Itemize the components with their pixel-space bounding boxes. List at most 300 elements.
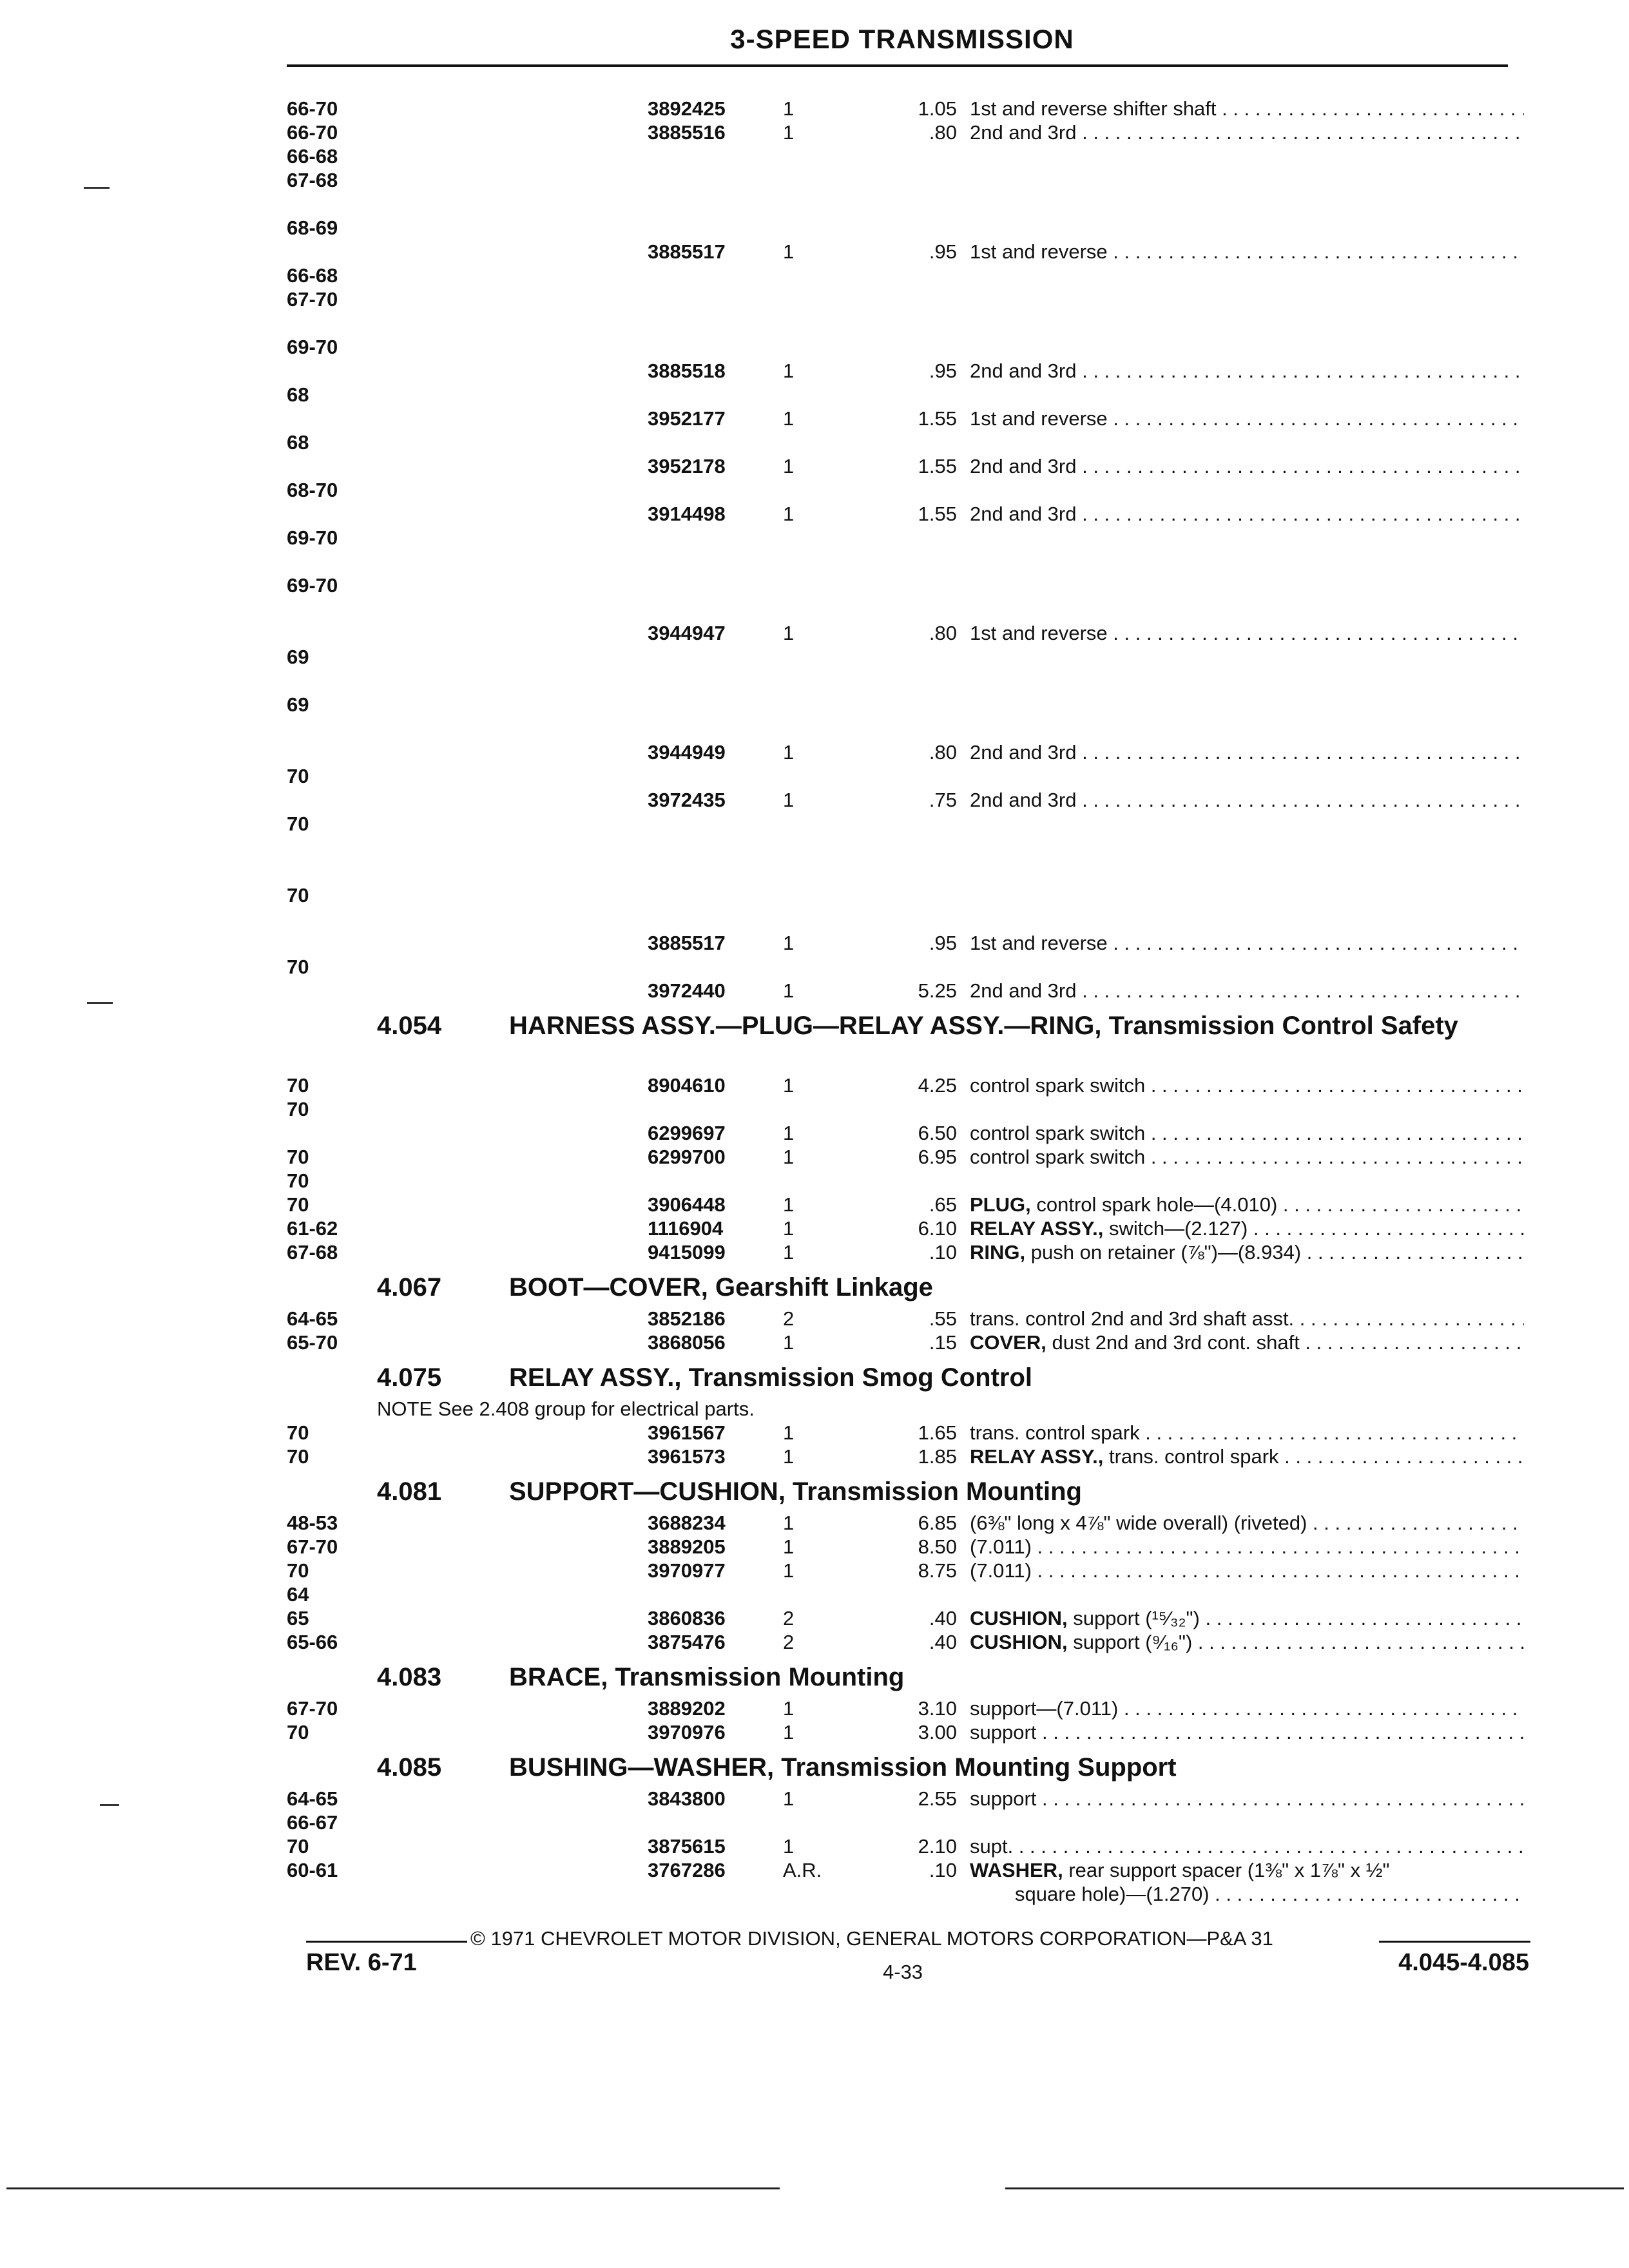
table-row [287,168,1511,192]
description [970,1121,1524,1145]
model-year: 66-70 [287,97,338,120]
quantity: 1 [783,741,795,764]
price: 2.55 [918,1787,957,1810]
quantity: 1 [783,503,795,525]
price: .55 [929,1307,957,1330]
quantity: 1 [783,1421,795,1444]
model-year: 69-70 [287,336,338,358]
table-row [287,764,1511,788]
description-text: 1st and reverse [970,407,1108,430]
model-year: 70 [287,1098,309,1120]
quantity: 1 [783,1445,795,1468]
table-row [287,716,1511,740]
price: 5.25 [918,979,957,1002]
table-row [287,502,1511,526]
footer-copyright: © 1971 CHEVROLET MOTOR DIVISION, GENERAL MOTORS CORPORATION—P&A 31 [470,1927,1273,1950]
part-number: 3688234 [648,1512,726,1534]
price: 6.95 [918,1146,957,1168]
group-number: 4.054 [377,1012,442,1040]
quantity: 1 [783,1512,795,1534]
table-row [287,1216,1511,1240]
table-row [287,1445,1511,1468]
description-keyword: PLUG, [970,1193,1031,1216]
table-row [287,1145,1511,1169]
description-text: support [970,1721,1037,1744]
quantity: 1 [783,932,795,954]
price: .65 [929,1193,957,1216]
part-number: 3875615 [648,1835,726,1858]
group-title: BOOT—COVER, Gearshift Linkage [509,1273,933,1302]
description [970,1307,1524,1331]
quantity: 2 [783,1631,795,1653]
price: 1.85 [918,1445,957,1468]
quantity: 1 [783,1122,795,1144]
table-row [287,573,1511,597]
description-text: support (⁹⁄₁₆") [1073,1631,1193,1653]
description [970,1696,1524,1720]
quantity: 1 [783,1535,795,1558]
description-text: control spark hole—(4.010) [1036,1193,1278,1216]
price: .80 [929,121,957,144]
description [970,1193,1524,1216]
table-row [287,645,1511,669]
table-row [287,907,1511,931]
price: 1.05 [918,97,957,120]
model-year: 70 [287,812,309,835]
group-heading [287,1753,1511,1782]
description-keyword: WASHER, [970,1859,1063,1881]
quantity: 1 [783,1074,795,1097]
model-year: 69 [287,646,309,668]
description [970,1787,1524,1811]
description-text: supt. [970,1835,1014,1858]
scan-edge-line [6,2187,780,2189]
model-year: 70 [287,1193,309,1216]
description-text: trans. control spark [970,1421,1140,1444]
description-text: (6⅜" long x 4⅞" wide overall) (riveted) [970,1512,1307,1534]
part-number: 3875476 [648,1631,726,1653]
model-year: 67-68 [287,1241,338,1264]
table-row [287,526,1511,550]
part-number: 3970976 [648,1721,726,1744]
group-title: RELAY ASSY., Transmission Smog Control [509,1363,1033,1392]
quantity: 1 [783,1241,795,1264]
model-year: 67-70 [287,1535,338,1558]
description-text: trans. control spark [1108,1445,1279,1468]
description-keyword: RELAY ASSY., [970,1217,1104,1240]
parts-list [287,97,1511,1906]
model-year: 68-70 [287,479,338,501]
group-number: 4.085 [377,1753,442,1782]
part-number: 3914498 [648,503,726,525]
group-heading [287,1363,1511,1392]
description-text: 1st and reverse shifter shaft [970,97,1217,120]
part-number: 3961567 [648,1421,726,1444]
table-row [287,383,1511,407]
part-number: 3860836 [648,1607,726,1629]
quantity: 2 [783,1607,795,1629]
model-year: 64-65 [287,1787,338,1810]
quantity: 1 [783,1331,795,1354]
group-title: HARNESS ASSY.—PLUG—RELAY ASSY.—RING, Transmission Control Safety [509,1012,1458,1040]
quantity: 1 [783,121,795,144]
description-text: control spark switch [970,1122,1146,1144]
group-heading [287,1663,1511,1691]
model-year: 65-66 [287,1631,338,1653]
table-row [287,1858,1511,1906]
model-year: 65-70 [287,1331,338,1354]
quantity: 1 [783,360,795,382]
table-row [287,1307,1511,1331]
table-row [287,240,1511,264]
table-row [287,264,1511,287]
part-number: 3843800 [648,1787,726,1810]
price: 4.25 [918,1074,957,1097]
model-year: 67-70 [287,1697,338,1720]
description [970,120,1524,144]
part-number: 3889202 [648,1697,726,1720]
table-row [287,216,1511,240]
quantity: 1 [783,97,795,120]
description [970,502,1524,526]
description-keyword: CUSHION, [970,1607,1068,1629]
footer-rule-right [1379,1941,1530,1943]
table-row [287,740,1511,764]
description [970,1834,1524,1858]
quantity: 1 [783,1787,795,1810]
description [970,1720,1524,1744]
description [970,1511,1524,1535]
part-number: 3852186 [648,1307,726,1330]
table-row [287,1193,1511,1216]
part-number: 3889205 [648,1535,726,1558]
group-number: 4.067 [377,1273,442,1302]
price: .95 [929,360,957,382]
quantity: 1 [783,622,795,644]
part-number: 6299697 [648,1122,726,1144]
price: 1.55 [918,455,957,477]
footer-page-number: 4-33 [883,1961,923,1983]
description-text: support—(7.011) [970,1697,1119,1720]
description [970,1240,1524,1264]
margin-mark [87,1002,113,1004]
group-title: BRACE, Transmission Mounting [509,1663,905,1691]
part-number: 3892425 [648,97,726,120]
table-row [287,430,1511,454]
description-text: (7.011) [970,1535,1032,1558]
description [970,931,1524,955]
part-number: 9415099 [648,1241,726,1264]
table-row [287,1097,1511,1121]
description [970,979,1524,1003]
table-row [287,788,1511,812]
description-text: 2nd and 3rd [970,789,1077,811]
price: 3.00 [918,1721,957,1744]
description-text: 1st and reverse [970,622,1108,644]
table-row [287,979,1511,1003]
price: .15 [929,1331,957,1354]
table-row [287,407,1511,430]
table-row [287,144,1511,168]
description [970,1445,1524,1468]
price: .75 [929,789,957,811]
model-year: 70 [287,1074,309,1097]
part-number: 8904610 [648,1074,726,1097]
price: 8.75 [918,1559,957,1582]
description [970,407,1524,430]
table-row [287,693,1511,716]
model-year: 70 [287,1835,309,1858]
table-row [287,1073,1511,1097]
part-number: 3952177 [648,407,726,430]
margin-mark [100,1804,119,1806]
description-text: support (¹⁵⁄₃₂") [1073,1607,1200,1629]
description-text: 2nd and 3rd [970,121,1077,144]
group-number: 4.081 [377,1477,442,1506]
model-year: 70 [287,1146,309,1168]
model-year: 70 [287,884,309,907]
part-number: 3885516 [648,121,726,144]
price: .95 [929,240,957,263]
description-text: 2nd and 3rd [970,360,1077,382]
quantity: 1 [783,1721,795,1744]
model-year: 68 [287,383,309,406]
price: .10 [929,1241,957,1264]
part-number: 3961573 [648,1445,726,1468]
group-number: 4.083 [377,1663,442,1691]
model-year: 69-70 [287,526,338,549]
table-row [287,192,1511,216]
model-year: 66-68 [287,145,338,168]
description [970,97,1524,120]
table-row [287,1240,1511,1264]
price: .40 [929,1631,957,1653]
description-text: (7.011) [970,1559,1032,1582]
description-text: 1st and reverse [970,240,1108,263]
price: .40 [929,1607,957,1629]
scan-edge-line [1005,2187,1624,2189]
price: 2.10 [918,1835,957,1858]
part-number: 3944947 [648,622,726,644]
table-row [287,335,1511,359]
description-keyword: RELAY ASSY., [970,1445,1104,1468]
group-title: SUPPORT—CUSHION, Transmission Mounting [509,1477,1082,1506]
model-year: 66-68 [287,264,338,287]
model-year: 60-61 [287,1859,338,1881]
description [970,621,1524,645]
table-row [287,311,1511,335]
price: .80 [929,622,957,644]
group-heading [287,1477,1511,1506]
table-row [287,669,1511,693]
part-number: 3885517 [648,932,726,954]
description [970,1858,1524,1882]
description [970,1216,1524,1240]
part-number: 3885518 [648,360,726,382]
table-row [287,1787,1511,1811]
quantity: 1 [783,1217,795,1240]
page-title: 3-SPEED TRANSMISSION [730,24,1074,54]
model-year: 48-53 [287,1512,338,1534]
quantity: 1 [783,240,795,263]
table-row [287,1331,1511,1354]
quantity: 1 [783,1697,795,1720]
quantity: 1 [783,979,795,1002]
table-row [287,1696,1511,1720]
table-row [287,359,1511,383]
part-number: 3767286 [648,1859,726,1881]
table-row [287,120,1511,144]
part-number: 6299700 [648,1146,726,1168]
table-row [287,1720,1511,1744]
table-row [287,812,1511,836]
model-year: 66-70 [287,121,338,144]
table-row [287,1606,1511,1630]
part-number: 1116904 [648,1217,724,1240]
table-row [287,1834,1511,1858]
table-row [287,454,1511,478]
description [970,1145,1524,1169]
price: 1.55 [918,407,957,430]
price: .80 [929,741,957,764]
model-year: 64-65 [287,1307,338,1330]
description [970,740,1524,764]
price: 6.50 [918,1122,957,1144]
header-rule [287,64,1508,67]
model-year: 69-70 [287,574,338,597]
quantity: 1 [783,407,795,430]
table-row [287,1511,1511,1535]
description [970,1630,1524,1654]
table-row [287,287,1511,311]
description-keyword: COVER, [970,1331,1046,1354]
table-row [287,1582,1511,1606]
group-note: NOTE See 2.408 group for electrical parts. [377,1398,755,1420]
description-text: rear support spacer (1⅜" x 1⅞" x ½" [1068,1859,1390,1881]
description-text: support [970,1787,1037,1810]
model-year: 70 [287,1421,309,1444]
table-row [287,597,1511,621]
model-year: 68-69 [287,216,338,239]
model-year: 67-70 [287,288,338,311]
model-year: 70 [287,1559,309,1582]
table-row [287,883,1511,907]
model-year: 69 [287,693,309,716]
description [970,1559,1524,1582]
table-row [287,621,1511,645]
description-text: 2nd and 3rd [970,741,1077,764]
description [970,359,1524,383]
margin-mark [84,187,110,189]
description-text: 2nd and 3rd [970,979,1077,1002]
table-row [287,478,1511,502]
part-number: 3906448 [648,1193,726,1216]
part-number: 3952178 [648,455,726,477]
part-number: 3885517 [648,240,726,263]
quantity: 1 [783,1146,795,1168]
price: .95 [929,932,957,954]
part-number: 3972440 [648,979,726,1002]
description [970,1331,1524,1354]
description [970,240,1524,264]
table-row [287,1121,1511,1145]
model-year: 70 [287,765,309,787]
quantity: 1 [783,455,795,477]
part-number: 3944949 [648,741,726,764]
footer-rule-left [306,1941,467,1943]
price: 1.55 [918,503,957,525]
price: 1.65 [918,1421,957,1444]
model-year: 70 [287,1721,309,1744]
table-row [287,836,1511,860]
model-year: 66-67 [287,1811,338,1834]
quantity: 1 [783,1559,795,1582]
model-year: 70 [287,1445,309,1468]
table-row [287,97,1511,120]
description [970,1535,1524,1559]
quantity: 1 [783,1835,795,1858]
group-title: BUSHING—WASHER, Transmission Mounting Support [509,1753,1177,1782]
quantity: A.R. [783,1859,822,1881]
quantity: 1 [783,1193,795,1216]
price: 6.85 [918,1512,957,1534]
model-year: 70 [287,1169,309,1192]
table-row [287,860,1511,883]
model-year: 67-68 [287,169,338,191]
part-number: 3972435 [648,789,726,811]
description-text: control spark switch [970,1146,1146,1168]
description-text: switch—(2.127) [1108,1217,1248,1240]
table-row [287,1559,1511,1582]
table-row [287,1811,1511,1834]
price: 8.50 [918,1535,957,1558]
description-text: dust 2nd and 3rd cont. shaft [1052,1331,1300,1354]
model-year: 70 [287,956,309,978]
description-text: 1st and reverse [970,932,1108,954]
table-row [287,1535,1511,1559]
footer-group-range: 4.045-4.085 [1398,1949,1529,1976]
group-heading [287,1273,1511,1302]
model-year: 65 [287,1607,309,1629]
model-year: 68 [287,431,309,454]
price: 3.10 [918,1697,957,1720]
quantity: 1 [783,789,795,811]
footer-revision: REV. 6-71 [306,1949,417,1976]
table-row [287,1630,1511,1654]
description [970,1421,1524,1445]
table-row [287,1169,1511,1193]
table-row [287,1421,1511,1445]
description-keyword: RING, [970,1241,1026,1264]
table-row [287,931,1511,955]
part-number: 3868056 [648,1331,726,1354]
description-continued: square hole)—(1.270) . . . [970,1882,1524,1906]
description-text: 2nd and 3rd [970,455,1077,477]
description-keyword: CUSHION, [970,1631,1068,1653]
description-text: control spark switch [970,1074,1146,1097]
description-text: push on retainer (⅞")—(8.934) [1030,1241,1302,1264]
part-number: 3970977 [648,1559,726,1582]
group-heading [287,1012,1511,1068]
price: 6.10 [918,1217,957,1240]
price: .10 [929,1859,957,1881]
model-year: 64 [287,1583,309,1606]
description [970,1606,1524,1630]
quantity: 2 [783,1307,795,1330]
table-row [287,955,1511,979]
description [970,1073,1524,1097]
table-row [287,550,1511,573]
